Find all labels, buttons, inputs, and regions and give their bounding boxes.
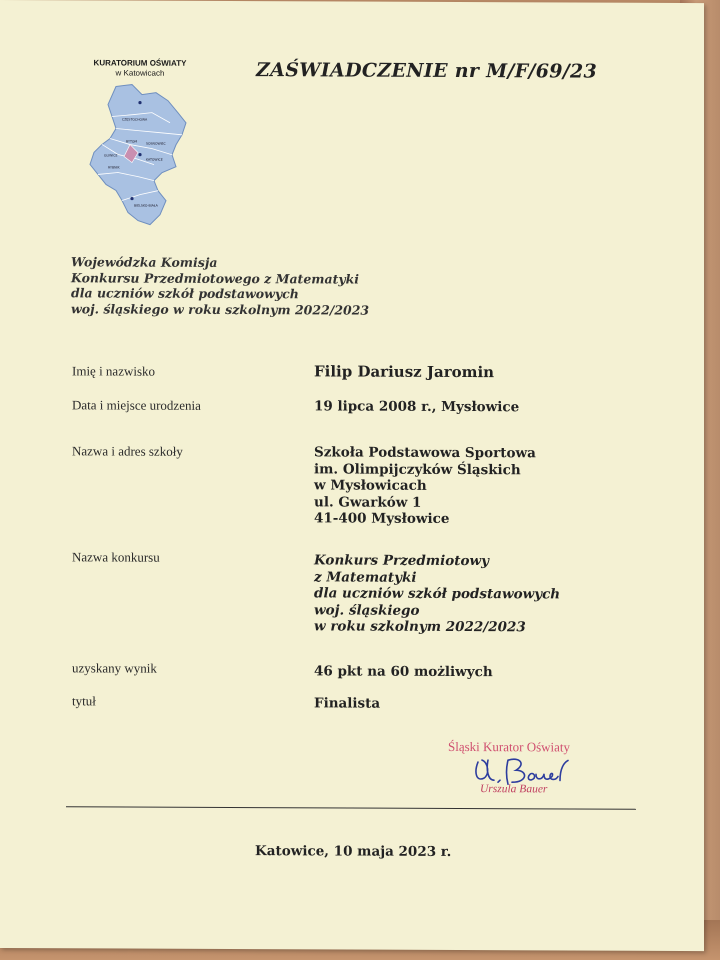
name-value: Filip Dariusz Jaromin — [314, 362, 495, 382]
result-value: 46 pkt na 60 możliwych — [314, 663, 493, 681]
school-line: Szkoła Podstawowa Sportowa — [314, 444, 536, 462]
award-title-value: Finalista — [314, 695, 381, 712]
result-label: uzyskany wynik — [72, 660, 157, 676]
commission-line: Wojewódzka Komisja — [71, 254, 218, 270]
document-title: ZAŚWIADCZENIE nr M/F/69/23 — [256, 59, 598, 83]
svg-text:RYBNIK: RYBNIK — [108, 165, 120, 170]
award-title-label: tytuł — [72, 693, 96, 709]
school-line: w Mysłowicach — [314, 477, 427, 494]
logo-line-1: KURATORIUM OŚWIATY — [93, 58, 187, 68]
institution-logo-text — [60, 58, 220, 79]
svg-text:BIELSKO-BIAŁA: BIELSKO-BIAŁA — [134, 203, 158, 208]
silesia-region-map-icon — [82, 82, 194, 230]
contest-line: Konkurs Przedmiotowy — [314, 552, 489, 570]
signatory-name: Urszula Bauer — [480, 783, 548, 796]
contest-line: dla uczniów szkół podstawowych — [314, 585, 561, 603]
school-line: im. Olimpijczyków Śląskich — [314, 460, 521, 478]
birth-value: 19 lipca 2008 r., Mysłowice — [314, 398, 520, 416]
contest-value — [314, 552, 560, 636]
contest-line: w roku szkolnym 2022/2023 — [314, 618, 526, 636]
commission-line: woj. śląskiego w roku szkolnym 2022/2023 — [71, 300, 370, 318]
name-label: Imię i nazwisko — [72, 363, 156, 379]
contest-line: woj. śląskiego — [314, 601, 420, 619]
svg-text:KATOWICE: KATOWICE — [146, 157, 163, 162]
school-label: Nazwa i adres szkoły — [72, 443, 183, 459]
school-line: 41-400 Mysłowice — [314, 510, 450, 527]
svg-text:BYTOM: BYTOM — [126, 139, 138, 144]
contest-line: z Matematyki — [314, 568, 417, 586]
svg-text:SOSNOWIEC: SOSNOWIEC — [146, 141, 166, 146]
divider-line — [66, 806, 636, 809]
logo-line-2: w Katowicach — [115, 68, 165, 78]
school-line: ul. Gwarków 1 — [314, 493, 422, 511]
school-value — [314, 444, 536, 527]
contest-label: Nazwa konkursu — [72, 549, 160, 565]
place-and-date: Katowice, 10 maja 2023 r. — [255, 843, 452, 860]
signatory-role: Śląski Kurator Oświaty — [448, 738, 571, 755]
svg-text:GLIWICE: GLIWICE — [104, 153, 118, 158]
birth-label: Data i miejsce urodzenia — [72, 397, 201, 413]
svg-text:CZĘSTOCHOWA: CZĘSTOCHOWA — [122, 117, 148, 122]
commission-line: dla uczniów szkół podstawowych — [71, 285, 299, 302]
commission-block — [71, 254, 369, 317]
commission-line: Konkursu Przedmiotowego z Matematyki — [71, 269, 360, 287]
